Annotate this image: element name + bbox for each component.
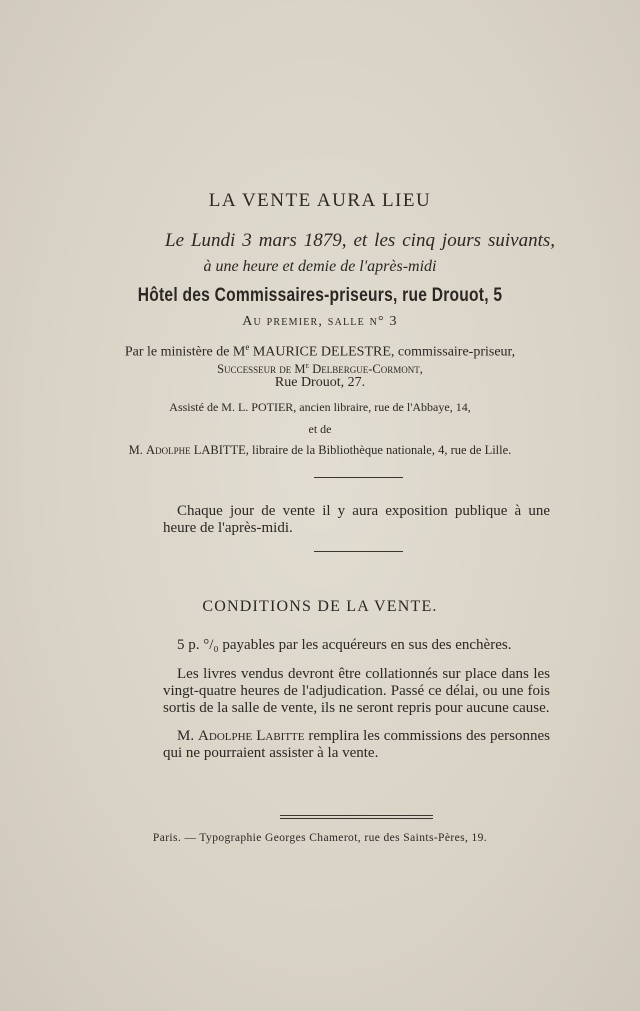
auctioneer-name: MAURICE DELESTRE, commissaire-priseur, <box>249 344 516 360</box>
condition-3 <box>163 728 550 762</box>
condition-2-text: Les livres vendus devront être collationnés sur place dans les vingt-quatre heures de l'adjudication. Passé ce délai, ou une fois sortis de la salle de vente, ils ne seront repris pour aucune cause. <box>163 666 550 716</box>
sale-time: à une heure et demie de l'après-midi <box>203 258 437 275</box>
auctioneer-address: Rue Drouot, 27. <box>274 375 366 390</box>
divider-1 <box>314 477 403 478</box>
divider-3a <box>280 815 433 816</box>
bookseller-line <box>0 443 640 458</box>
condition-3-prefix: M. <box>177 728 199 744</box>
bookseller-firstname: Adolphe <box>146 443 191 457</box>
printer-imprint: Paris. — Typographie Georges Chamerot, rue des Saints-Pères, 19. <box>152 832 488 844</box>
condition-3-name: Adolphe Labitte <box>198 728 305 744</box>
bookseller-prefix: M. <box>128 443 147 457</box>
auctioneer-prefix: Par le ministère de M <box>124 344 246 360</box>
successor-name: Delbergue-Cormont, <box>309 362 423 377</box>
condition-3-rest: remplira les commissions des personnes qui ne pourraient assister à la vente. <box>163 728 551 761</box>
sale-heading: LA VENTE AURA LIEU <box>208 190 432 211</box>
divider-2 <box>314 551 403 552</box>
exposition-paragraph <box>163 503 550 537</box>
condition-1 <box>163 637 550 654</box>
auctioneer-line <box>0 342 640 361</box>
successor-sup: e <box>305 361 310 370</box>
divider-3b <box>280 818 433 819</box>
bookseller-rest: LABITTE, libraire de la Bibliothèque nationale, 4, rue de Lille. <box>190 443 512 457</box>
assistant-line: Assisté de M. L. POTIER, ancien libraire, rue de l'Abbaye, 14, <box>169 400 471 414</box>
successor-prefix: Successeur de M <box>217 362 306 377</box>
condition-2 <box>163 666 550 717</box>
sale-date: Le Lundi 3 mars 1879, et les cinq jours suivants, <box>165 230 555 251</box>
sale-venue: Hôtel des Commissaires-priseurs, rue Drouot, 5 <box>137 285 503 306</box>
and-of-line: et de <box>308 422 332 436</box>
condition-1-text: 5 p. °/₀ payables par les acquéreurs en sus des enchères. <box>177 637 512 653</box>
conditions-title: CONDITIONS DE LA VENTE. <box>202 598 438 615</box>
auctioneer-sup: e <box>245 342 250 352</box>
sale-room: Au premier, salle n° 3 <box>242 314 398 329</box>
exposition-text: Chaque jour de vente il y aura exposition publique à une heure de l'après-midi. <box>163 503 550 536</box>
